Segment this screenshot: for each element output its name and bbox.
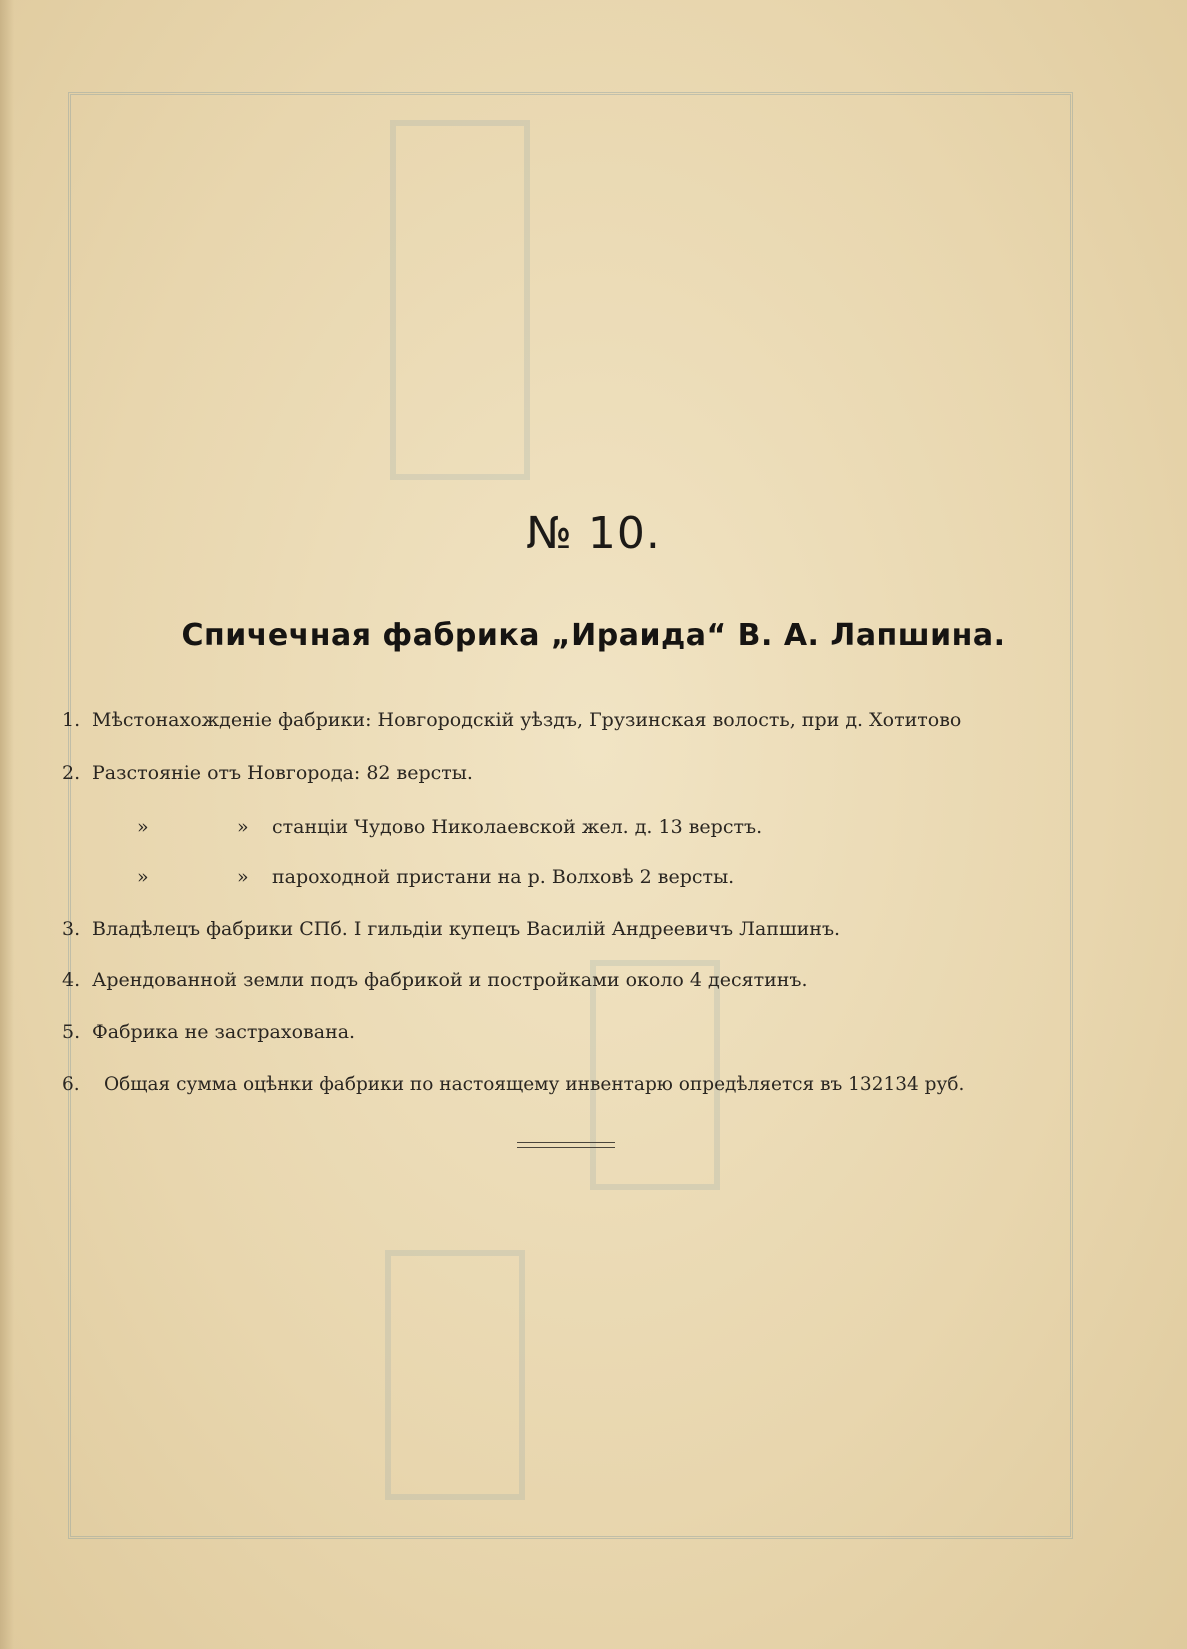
item-number: 1. [62,709,81,731]
closing-rule [517,1142,615,1148]
list-item [62,709,961,731]
item-text: Владѣлецъ фабрики СПб. I гильдіи купецъ Василій Андреевичъ Лапшинъ. [92,918,841,940]
item-number: 3. [62,918,81,940]
page-number-heading: № 10. [526,508,661,559]
list-item [62,1074,964,1096]
list-item [62,969,808,991]
ditto-mark: » [237,866,249,888]
list-item [62,762,473,784]
show-through-plan [390,120,530,480]
item-text: Общая сумма оцѣнки фабрики по настоящему инвентарю опредѣляется въ 132134 руб. [104,1074,965,1095]
item-number: 4. [62,969,81,991]
item-text: Фабрика не застрахована. [92,1021,356,1043]
item-text: Мѣстонахожденіе фабрики: Новгородскій уѣздъ, Грузинская волость, при д. Хотитово [92,709,962,731]
ditto-mark: » [137,866,149,888]
item-number: 6. [62,1074,80,1095]
list-item [62,918,840,940]
factory-title: Спичечная фабрика „Ираида“ В. А. Лапшина. [181,618,1006,653]
item-text: станціи Чудово Николаевской жел. д. 13 верстъ. [272,816,763,838]
item-text: Разстояніе отъ Новгорода: 82 версты. [92,762,473,784]
item-number: 2. [62,762,81,784]
item-text: пароходной пристани на р. Волховѣ 2 версты. [272,866,735,888]
ditto-mark: » [137,816,149,838]
page-edge-shadow [0,0,14,1649]
list-item [137,866,734,888]
list-item [62,1021,355,1043]
item-text: Арендованной земли подъ фабрикой и постройками около 4 десятинъ. [92,969,808,991]
show-through-plan [385,1250,525,1500]
ditto-mark: » [237,816,249,838]
list-item [137,816,762,838]
item-number: 5. [62,1021,81,1043]
